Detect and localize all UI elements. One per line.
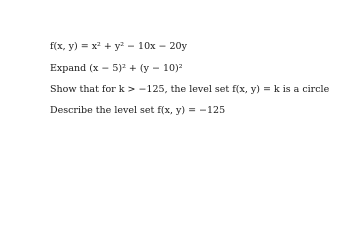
show-circle-instruction: Show that for k > −125, the level set f(x, y) = k is a circle <box>50 84 330 95</box>
expand-instruction: Expand (x − 5)² + (y − 10)² <box>50 63 183 74</box>
function-definition: f(x, y) = x² + y² − 10x − 20y <box>50 41 187 52</box>
describe-level-set-instruction: Describe the level set f(x, y) = −125 <box>50 105 226 116</box>
